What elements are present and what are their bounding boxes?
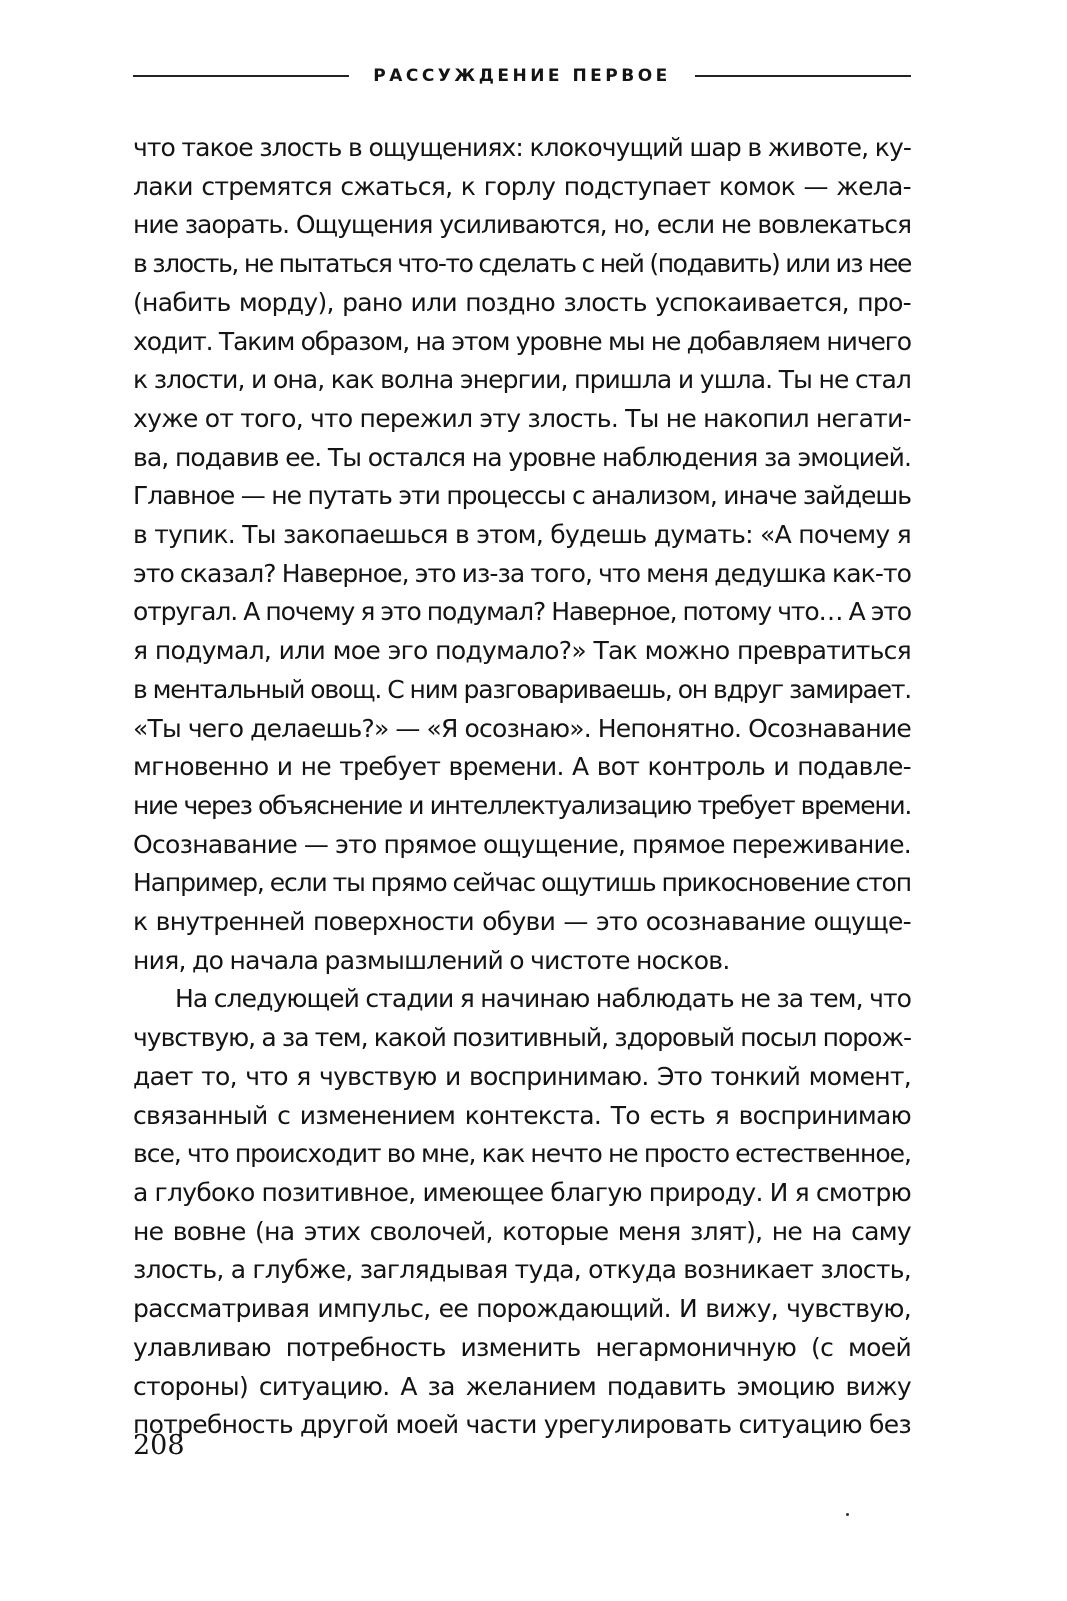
text-line: ния, до начала размышлений о чистоте носков.	[133, 945, 730, 975]
text-line: ние заорать. Ощущения усиливаются, но, если не вовлекаться	[133, 210, 911, 240]
running-head-rule-right	[695, 75, 911, 77]
text-line: это сказал? Наверное, это из-за того, что меня дедушка как-то	[133, 558, 911, 588]
text-line: ходит. Таким образом, на этом уровне мы не добавляем ничего	[133, 326, 911, 356]
text-line: (набить морду), рано или поздно злость успокаивается, про-	[133, 287, 911, 317]
text-line: к злости, и она, как волна энергии, пришла и ушла. Ты не стал	[133, 365, 911, 395]
text-line: потребность другой моей части урегулировать ситуацию без	[133, 1410, 911, 1440]
text-line: На следующей стадии я начинаю наблюдать не за тем, что	[175, 984, 911, 1014]
text-line: Главное — не путать эти процессы с анализом, иначе зайдешь	[133, 481, 911, 511]
body-text	[133, 129, 911, 1445]
text-line: отругал. А почему я это подумал? Наверное, потому что… А это	[133, 597, 911, 627]
running-head-title: РАССУЖДЕНИЕ ПЕРВОЕ	[373, 66, 671, 86]
text-line: к внутренней поверхности обуви — это осознавание ощуще-	[133, 907, 911, 937]
running-head-rule-left	[133, 75, 349, 77]
text-line: рассматривая импульс, ее порождающий. И вижу, чувствую,	[133, 1294, 911, 1324]
text-line: все, что происходит во мне, как нечто не просто естественное,	[133, 1139, 911, 1169]
text-line: не вовне (на этих сволочей, которые меня злят), не на саму	[133, 1216, 911, 1246]
text-line: а глубоко позитивное, имеющее благую природу. И я смотрю	[133, 1177, 911, 1207]
text-line: Осознавание — это прямое ощущение, прямое переживание.	[133, 829, 911, 859]
text-line: чувствую, а за тем, какой позитивный, здоровый посыл порож-	[133, 1023, 911, 1053]
text-line: улавливаю потребность изменить негармоничную (с моей	[133, 1332, 911, 1362]
text-line: в ментальный овощ. С ним разговариваешь, он вдруг замирает.	[133, 674, 911, 704]
text-line: Например, если ты прямо сейчас ощутишь прикосновение стоп	[133, 868, 911, 898]
text-line: лаки стремятся сжаться, к горлу подступает комок — жела-	[133, 171, 911, 201]
text-line: злость, а глубже, заглядывая туда, откуда возникает злость,	[133, 1255, 911, 1285]
text-line: мгновенно и не требует времени. А вот контроль и подавле-	[133, 752, 911, 782]
text-line: ва, подавив ее. Ты остался на уровне наблюдения за эмоцией.	[133, 442, 911, 472]
text-line: в тупик. Ты закопаешься в этом, будешь думать: «А почему я	[133, 520, 911, 550]
text-line: стороны) ситуацию. А за желанием подавить эмоцию вижу	[133, 1371, 911, 1401]
text-line: что такое злость в ощущениях: клокочущий шар в животе, ку-	[133, 133, 911, 162]
text-line: хуже от того, что пережил эту злость. Ты не накопил негати-	[133, 403, 911, 433]
text-line: «Ты чего делаешь?» — «Я осознаю». Непонятно. Осознавание	[133, 713, 911, 743]
text-line: дает то, что я чувствую и воспринимаю. Это тонкий момент,	[133, 1061, 911, 1091]
running-head	[133, 62, 911, 90]
text-line: ние через объяснение и интеллектуализацию требует времени.	[133, 790, 911, 820]
text-line: я подумал, или мое эго подумало?» Так можно превратиться	[133, 636, 911, 666]
text-line: связанный с изменением контекста. То есть я воспринимаю	[133, 1100, 911, 1130]
text-line: в злость, не пытаться что-то сделать с ней (подавить) или из нее	[133, 249, 911, 279]
page-number: 208	[133, 1430, 185, 1461]
print-speck	[846, 1513, 849, 1516]
